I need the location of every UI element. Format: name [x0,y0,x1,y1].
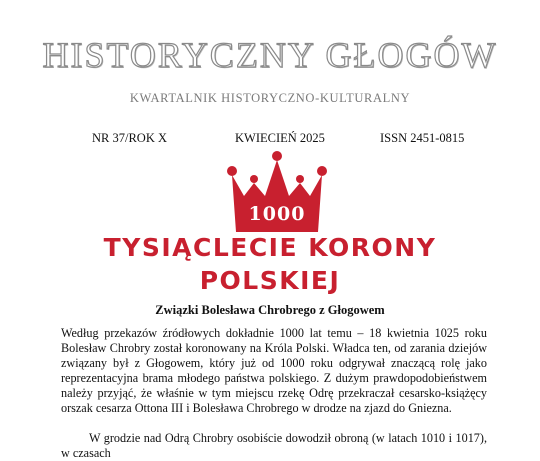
jubilee-title-line2: POLSKIEJ [199,266,341,295]
article-body [61,326,487,461]
issue-number: NR 37/ROK X [92,131,168,145]
crown-1000-emblem [226,150,328,232]
article-paragraph-2: W grodzie nad Odrą Chrobry osobiście dowodził obroną (w latach 1010 i 1017), w czasach [61,431,487,460]
masthead-subtitle: KWARTALNIK HISTORYCZNO-KULTURALNY [129,91,411,105]
jubilee-title-line1: TYSIĄCLECIE KORONY [103,233,437,262]
masthead-title: HISTORYCZNY GŁOGÓW [42,35,498,75]
issue-issn: ISSN 2451-0815 [380,131,465,145]
article-paragraph-1: Według przekazów źródłowych dokładnie 1000 lat temu – 18 kwietnia 1025 roku Bolesław Chrobry został koronowany na Króla Polski. Władca ten, od zarania dziejów związany był z Głogowem, który już od 1000 roku odgrywał znaczącą rolę jako reprezentacyjna brama młodego państwa polskiego. Z dużym prawdopodobieństwem należy przyjąć, że właśnie w tym miejscu rzekę Odrę przekraczał cesarsko-książęcy orszak cesarza Ottona III i Bolesława Chrobrego w drodze na zjazd do Gniezna. [61,326,487,415]
article-title: Związki Bolesława Chrobrego z Głogowem [155,303,385,317]
issue-date: KWIECIEŃ 2025 [235,131,325,145]
emblem-number: 1000 [248,203,306,225]
